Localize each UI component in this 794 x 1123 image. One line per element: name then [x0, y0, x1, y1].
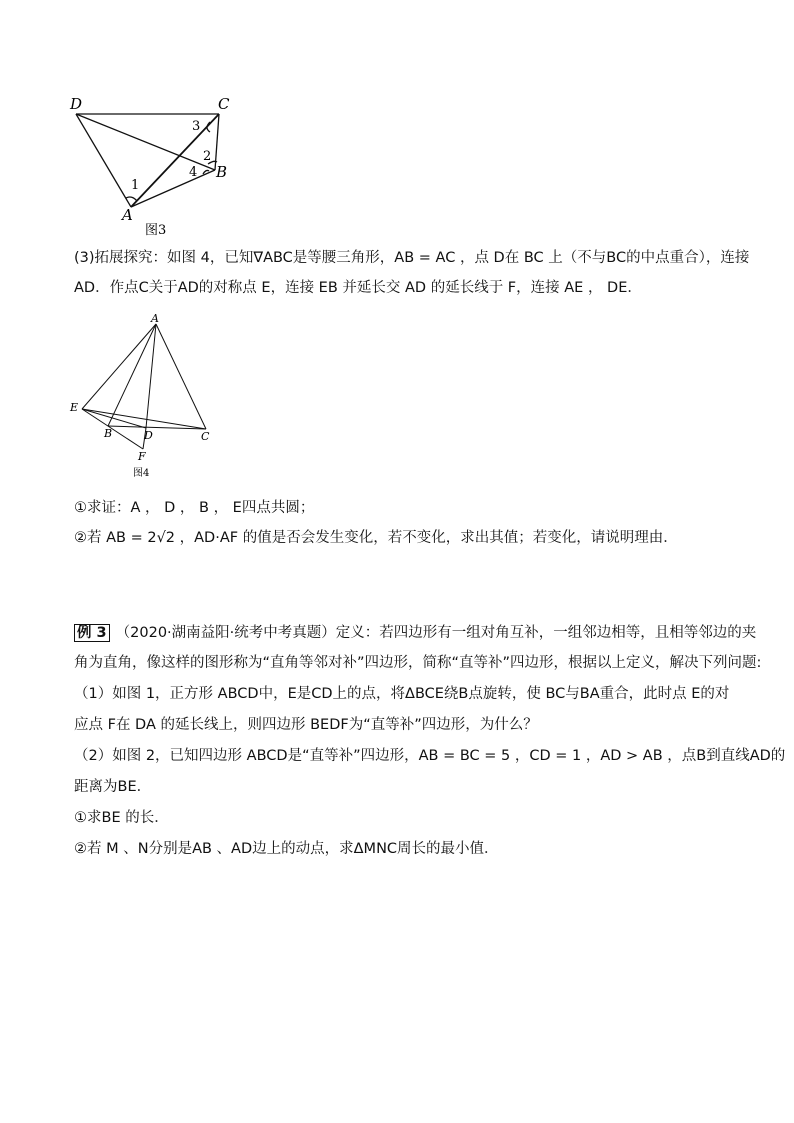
label-angle-4: 4	[189, 165, 198, 180]
example3-line-1-text: （2020·湖南益阳·统考中考真题）定义：若四边形有一组对角互补，一组邻边相等，且相等邻边的夹	[115, 625, 757, 641]
example3-line-1	[74, 623, 756, 643]
label-A: A	[122, 206, 133, 224]
label-D: D	[70, 95, 83, 113]
example3-line-5: （2）如图 2，已知四边形 ABCD是“直等补”四边形，AB = BC = 5 ，CD = 1 ，AD > AB ，点B到直线AD的	[74, 748, 786, 764]
example3-line-8: ②若 M 、N分别是AB 、AD边上的动点，求ΔMNC周长的最小值．	[74, 841, 499, 857]
example3-line-7: ①求BE 的长．	[74, 810, 169, 826]
label-angle-2: 2	[203, 149, 212, 164]
label-C: C	[201, 430, 210, 443]
segment-AB	[108, 324, 156, 426]
question-1: ①求证：A ， D ， B ， E四点共圆；	[74, 500, 315, 516]
segment-AC	[156, 324, 206, 429]
segment-AB	[131, 170, 215, 207]
segment-EF	[82, 409, 143, 449]
label-E: E	[70, 401, 79, 414]
figure-4-caption: 图4	[133, 468, 150, 479]
segment-AE	[82, 324, 156, 409]
figure-3	[64, 92, 244, 242]
example3-line-3: （1）如图 1，正方形 ABCD中，E是CD上的点，将ΔBCE绕B点旋转，使 BC与BA重合，此时点 E的对	[74, 686, 730, 702]
segment-AD	[146, 324, 156, 428]
part3-line-2: AD．作点C关于AD的对称点 E，连接 EB 并延长交 AD 的延长线于 F，连接 AE ， DE．	[74, 280, 642, 296]
label-angle-1: 1	[131, 178, 140, 193]
label-A: A	[151, 312, 159, 325]
label-angle-3: 3	[192, 119, 201, 134]
label-F: F	[138, 450, 146, 463]
example3-line-4: 应点 F在 DA 的延长线上，则四边形 BEDF为“直等补”四边形，为什么？	[74, 717, 538, 733]
label-B: B	[216, 163, 228, 181]
example-tag: 例 3	[74, 624, 110, 642]
figure-3-caption: 图3	[145, 223, 167, 238]
segment-ED	[82, 409, 146, 428]
segment-EC	[82, 409, 206, 429]
example3-line-6: 距离为BE．	[74, 779, 152, 795]
label-B: B	[104, 427, 113, 440]
label-D: D	[144, 429, 153, 442]
segment-DA	[76, 114, 131, 207]
question-2: ②若 AB = 2√2 ，AD·AF 的值是否会发生变化，若不变化，求出其值；若变化，请说明理由．	[74, 530, 678, 546]
label-C: C	[218, 95, 230, 113]
example3-line-2: 角为直角，像这样的图形称为“直角等邻对补”四边形，简称“直等补”四边形，根据以上定义，解决下列问题:	[74, 655, 762, 671]
part3-line-1: (3)拓展探究：如图 4，已知∇ABC是等腰三角形，AB = AC ，点 D在 BC 上（不与BC的中点重合），连接	[74, 250, 750, 266]
figure-4	[64, 312, 224, 482]
